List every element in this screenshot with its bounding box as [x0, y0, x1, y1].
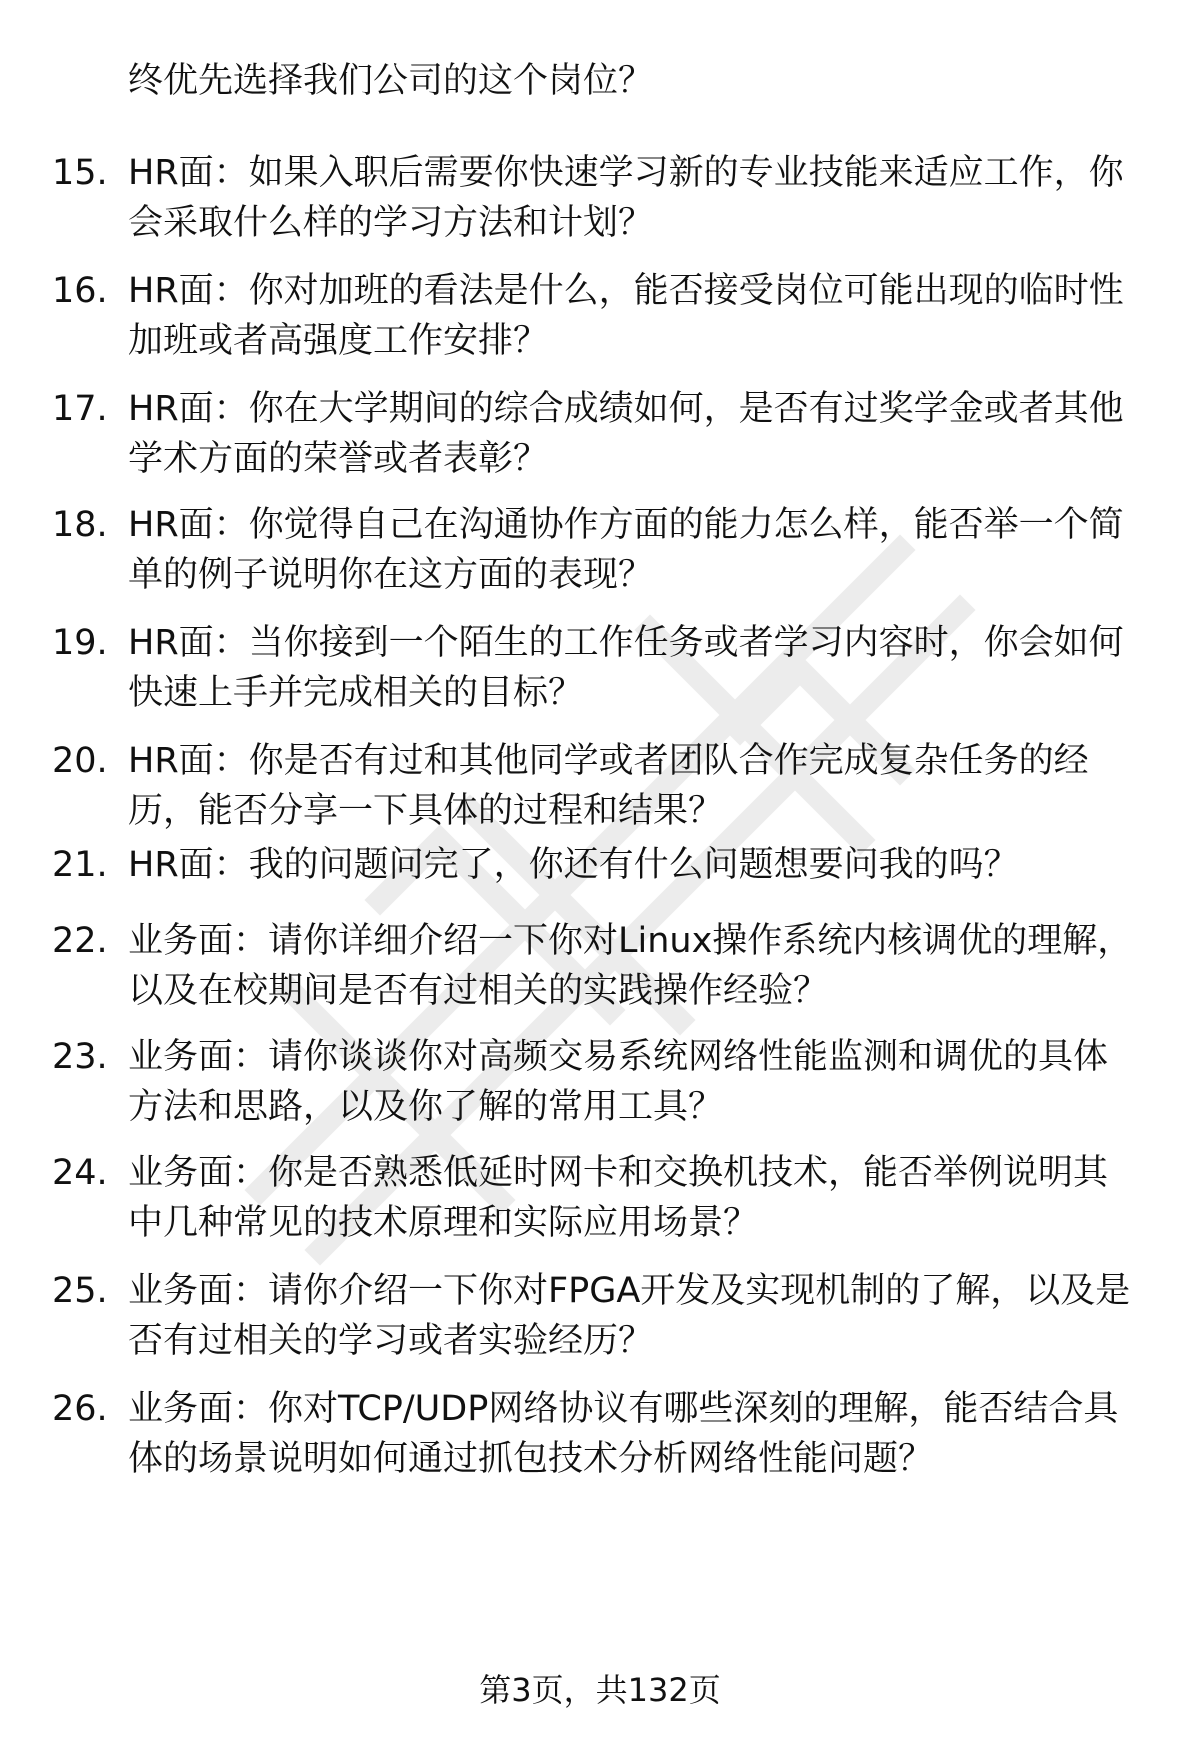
question-text-line: 业务面：你是否熟悉低延时网卡和交换机技术，能否举例说明其	[128, 1153, 1109, 1193]
question-text-line: HR面：你对加班的看法是什么，能否接受岗位可能出现的临时性	[128, 271, 1124, 311]
question-text-line: 方法和思路，以及你了解的常用工具？	[128, 1087, 724, 1127]
page-footer: 第3页，共132页	[479, 1671, 721, 1709]
question-number: 25.	[52, 1271, 108, 1311]
question-number: 18.	[52, 505, 108, 545]
question-text-line: 业务面：请你详细介绍一下你对Linux操作系统内核调优的理解，	[128, 921, 1133, 961]
question-text-line: 单的例子说明你在这方面的表现？	[128, 555, 654, 595]
question-text-line: 体的场景说明如何通过抓包技术分析网络性能问题？	[128, 1439, 934, 1479]
question-number: 16.	[52, 271, 108, 311]
question-number: 15.	[52, 153, 108, 193]
question-number: 21.	[52, 845, 108, 885]
question-number: 19.	[52, 623, 108, 663]
question-text-line: HR面：我的问题问完了，你还有什么问题想要问我的吗？	[128, 845, 1019, 885]
question-text-line: 历，能否分享一下具体的过程和结果？	[128, 791, 724, 831]
question-text-line: HR面：你觉得自己在沟通协作方面的能力怎么样，能否举一个简	[128, 505, 1124, 545]
question-number: 20.	[52, 741, 108, 781]
question-text-line: 否有过相关的学习或者实验经历？	[128, 1321, 654, 1361]
question-text-line: 业务面：请你谈谈你对高频交易系统网络性能监测和调优的具体	[128, 1037, 1109, 1077]
question-text-line: 以及在校期间是否有过相关的实践操作经验？	[128, 971, 829, 1011]
question-number: 17.	[52, 389, 108, 429]
question-text-line: 中几种常见的技术原理和实际应用场景？	[128, 1203, 759, 1243]
question-number: 24.	[52, 1153, 108, 1193]
question-number: 22.	[52, 921, 108, 961]
question-text-line: 业务面：你对TCP/UDP网络协议有哪些深刻的理解，能否结合具	[128, 1389, 1119, 1429]
continuation-line: 终优先选择我们公司的这个岗位？	[128, 61, 654, 101]
question-text-line: HR面：当你接到一个陌生的工作任务或者学习内容时，你会如何	[128, 623, 1124, 663]
question-number: 23.	[52, 1037, 108, 1077]
question-number: 26.	[52, 1389, 108, 1429]
question-text-line: HR面：如果入职后需要你快速学习新的专业技能来适应工作，你	[128, 153, 1124, 193]
question-text-line: 学术方面的荣誉或者表彰？	[128, 439, 549, 479]
question-text-line: 快速上手并完成相关的目标？	[128, 673, 584, 713]
question-text-line: HR面：你在大学期间的综合成绩如何，是否有过奖学金或者其他	[128, 389, 1124, 429]
question-text-line: 加班或者高强度工作安排？	[128, 321, 549, 361]
question-text-line: HR面：你是否有过和其他同学或者团队合作完成复杂任务的经	[128, 741, 1089, 781]
question-text-line: 会采取什么样的学习方法和计划？	[128, 203, 654, 243]
question-text-line: 业务面：请你介绍一下你对FPGA开发及实现机制的了解，以及是	[128, 1271, 1131, 1311]
